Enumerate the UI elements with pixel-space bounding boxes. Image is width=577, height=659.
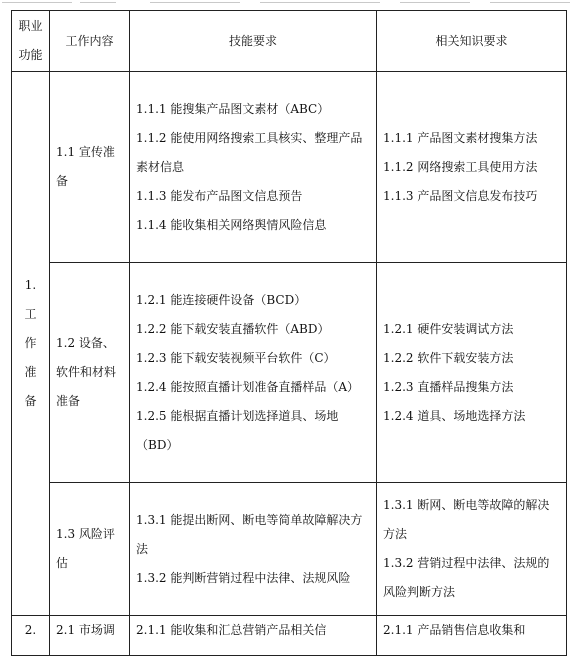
table-row (12, 483, 567, 616)
header-row (12, 11, 567, 72)
content-cell: 1.1 宣传准备 (50, 72, 130, 263)
content-cell: 1.3 风险评估 (50, 483, 130, 616)
cropped-top-text (0, 0, 577, 9)
skill-item: 1.2.1 能连接硬件设备（BCD） (136, 292, 307, 307)
skill-item: 1.1.1 能搜集产品图文素材（ABC） (136, 101, 330, 116)
skill-item: 1.1.4 能收集相关网络舆情风险信息 (136, 217, 327, 232)
skills-cell (130, 483, 377, 616)
skills-cell (130, 263, 377, 483)
skill-item: 1.2.5 能根据直播计划选择道具、场地（BD） (136, 408, 339, 452)
knowledge-item: 1.2.3 直播样品搜集方法 (383, 379, 514, 394)
knowledge-item: 1.2.2 软件下载安装方法 (383, 350, 514, 365)
skill-item: 1.2.4 能按照直播计划准备直播样品（A） (136, 379, 360, 394)
knowledge-cell (377, 263, 567, 483)
header-function (12, 11, 50, 72)
function-cell: 2. (12, 616, 50, 656)
knowledge-item: 1.1.1 产品图文素材搜集方法 (383, 130, 538, 145)
function-line: 作 (24, 336, 37, 350)
skill-item: 1.2.2 能下载安装直播软件（ABD） (136, 321, 330, 336)
skill-item: 1.3.1 能提出断网、断电等简单故障解决方法 (136, 512, 363, 556)
function-line: 准 (24, 365, 37, 379)
header-function-line: 功能 (18, 48, 43, 62)
skills-table (11, 10, 567, 656)
table-row (12, 263, 567, 483)
skills-cell: 2.1.1 能收集和汇总营销产品相关信 (130, 616, 377, 656)
content-cell: 1.2 设备、软件和材料准备 (50, 263, 130, 483)
knowledge-item: 1.1.3 产品图文信息发布技巧 (383, 188, 538, 203)
content-cell: 2.1 市场调 (50, 616, 130, 656)
knowledge-cell (377, 483, 567, 616)
table-row (12, 616, 567, 656)
function-line: 工 (24, 307, 37, 321)
function-line: 备 (24, 394, 37, 408)
header-skills: 技能要求 (130, 11, 377, 72)
skill-item: 1.2.3 能下载安装视频平台软件（C） (136, 350, 336, 365)
knowledge-item: 1.2.1 硬件安装调试方法 (383, 321, 514, 336)
function-cell (12, 72, 50, 616)
function-line: 1. (24, 278, 37, 292)
knowledge-cell (377, 72, 567, 263)
header-knowledge: 相关知识要求 (377, 11, 567, 72)
header-content: 工作内容 (50, 11, 130, 72)
knowledge-item: 1.3.1 断网、断电等故障的解决方法 (383, 498, 550, 541)
knowledge-item: 1.3.2 营销过程中法律、法规的风险判断方法 (383, 556, 550, 599)
skill-item: 1.1.3 能发布产品图文信息预告 (136, 188, 303, 203)
header-function-line: 职业 (18, 19, 43, 33)
table-row (12, 72, 567, 263)
knowledge-cell: 2.1.1 产品销售信息收集和 (377, 616, 567, 656)
knowledge-item: 1.2.4 道具、场地选择方法 (383, 408, 526, 423)
skills-cell (130, 72, 377, 263)
knowledge-item: 1.1.2 网络搜索工具使用方法 (383, 159, 538, 174)
skill-item: 1.3.2 能判断营销过程中法律、法规风险 (136, 570, 351, 585)
skill-item: 1.1.2 能使用网络搜索工具核实、整理产品素材信息 (136, 130, 363, 174)
